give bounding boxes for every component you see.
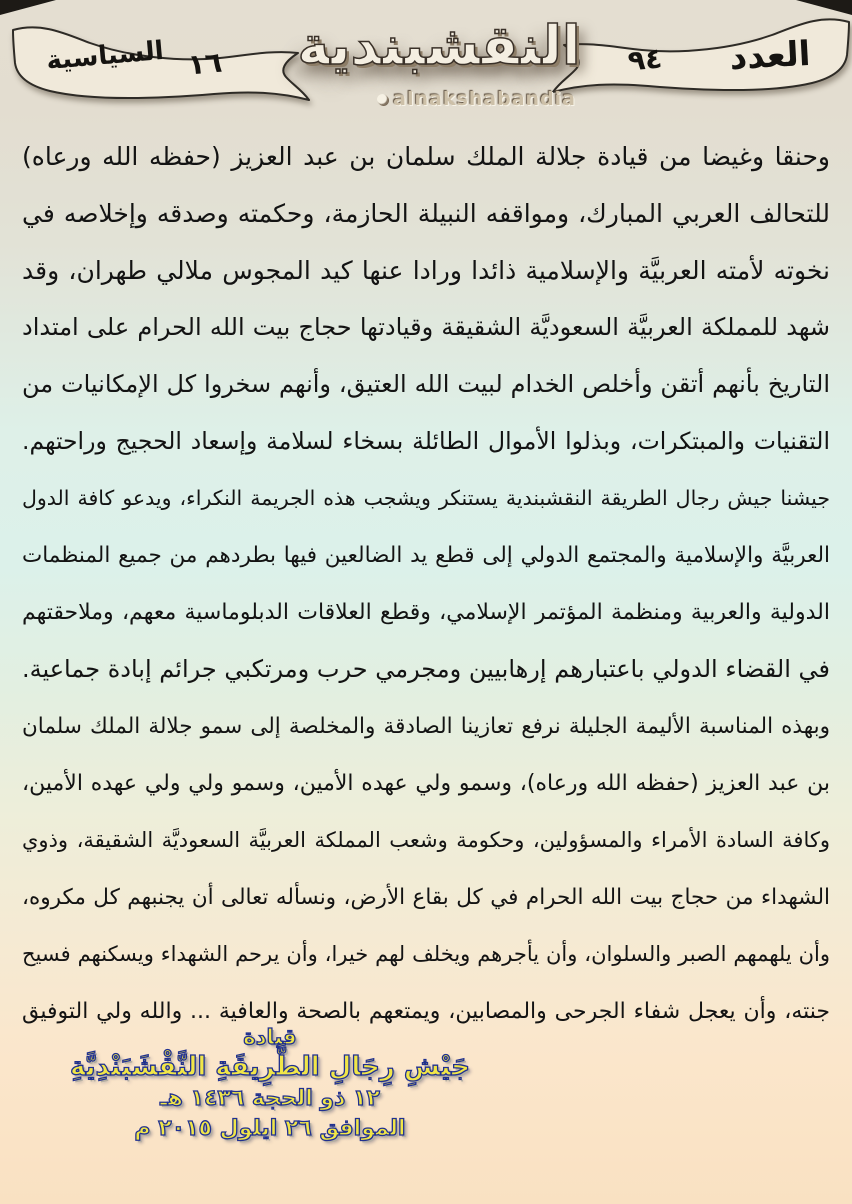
article-line: وبهذه المناسبة الأليمة الجليلة نرفع تعازينا الصادقة والمخلصة إلى سمو جلالة الملك سلمان <box>22 714 830 739</box>
article-line: جنته، وأن يعجل شفاء الجرحى والمصابين، ويمتعهم بالصحة والعافية ... والله ولي التوفيق <box>22 999 830 1024</box>
issue-label: العدد <box>728 33 812 79</box>
article-line: وحنقا وغيضا من قيادة جلالة الملك سلمان بن عبد العزيز (حفظه الله ورعاه) <box>22 142 830 171</box>
logo-latin-title: alnakshabandia <box>393 88 576 110</box>
signature-hijri-date: ١٢ ذو الحجة ١٤٣٦ هـ <box>160 1086 380 1111</box>
signature-greg-date: الموافق ٢٦ ايلول ٢٠١٥ م <box>134 1116 406 1141</box>
article-line: جيشنا جيش رجال الطريقة النقشبندية يستنكر ويشجب هذه الجريمة النكراء، ويدعو كافة الدول <box>22 486 830 510</box>
logo-latin-row <box>377 88 576 110</box>
article-line: في القضاء الدولي باعتبارهم إرهابيين ومجرمي حرب ومرتكبي جرائم إبادة جماعية. <box>22 655 830 683</box>
logo-arabic-title: النقشبندية <box>297 14 581 77</box>
article-line: وكافة السادة الأمراء والمسؤولين، وحكومة وشعب المملكة العربيَّة السعوديَّة الشقيقة، وذوي <box>22 828 830 852</box>
article-line: التاريخ بأنهم أتقن وأخلص الخدام لبيت الله العتيق، وأنهم سخروا كل الإمكانيات من <box>22 370 830 398</box>
signature-army-name: جَيْشِ رِجَالِ الطَّرِيقَةِ النَّقْشَبَنْدِيَّةِ <box>70 1052 470 1082</box>
article-line: التقنيات والمبتكرات، وبذلوا الأموال الطائلة بسخاء لسلامة وإسعاد الحجيج وراحتهم. <box>22 427 830 455</box>
article-line: نخوته لأمته العربيَّة والإسلامية ذائدا ورادا عنها كيد المجوس ملالي طهران، وقد <box>22 256 830 285</box>
page-number: ١٦ <box>186 45 224 82</box>
article-body <box>22 128 830 1040</box>
logo-dot-icon <box>377 94 388 105</box>
signature-block <box>60 1024 480 1144</box>
article-line: وأن يلهمهم الصبر والسلوان، وأن يأجرهم ويخلف لهم خيرا، وأن يرحم الشهداء ويسكنهم فسيح <box>22 942 830 966</box>
article-line: العربيَّة والإسلامية والمجتمع الدولي إلى قطع يد الضالعين فيها بطردهم من جميع المنظمات <box>22 543 830 568</box>
signature-title: قيادة <box>243 1025 297 1049</box>
top-left-corner-wedge <box>0 0 56 15</box>
masthead-logo <box>296 8 582 116</box>
issue-number: ٩٤ <box>626 41 664 78</box>
article-line: شهد للمملكة العربيَّة السعوديَّة الشقيقة وقيادتها حجاج بيت الله الحرام على امتداد <box>22 313 830 341</box>
article-line: الدولية والعربية ومنظمة المؤتمر الإسلامي، وقطع العلاقات الدبلوماسية معهم، وملاحقتهم <box>22 600 830 625</box>
article-line: الشهداء من حجاج بيت الله الحرام في كل بقاع الأرض، ونسأله تعالى أن يجنبهم كل مكروه، <box>22 885 830 910</box>
article-line: بن عبد العزيز (حفظه الله ورعاه)، وسمو ولي عهده الأمين، وسمو ولي ولي عهده الأمين، <box>22 771 830 796</box>
article-line: للتحالف العربي المبارك، ومواقفه النبيلة الحازمة، وحكمته وصدقه وإخلاصه في <box>22 199 830 228</box>
section-label: السياسية <box>45 35 165 77</box>
